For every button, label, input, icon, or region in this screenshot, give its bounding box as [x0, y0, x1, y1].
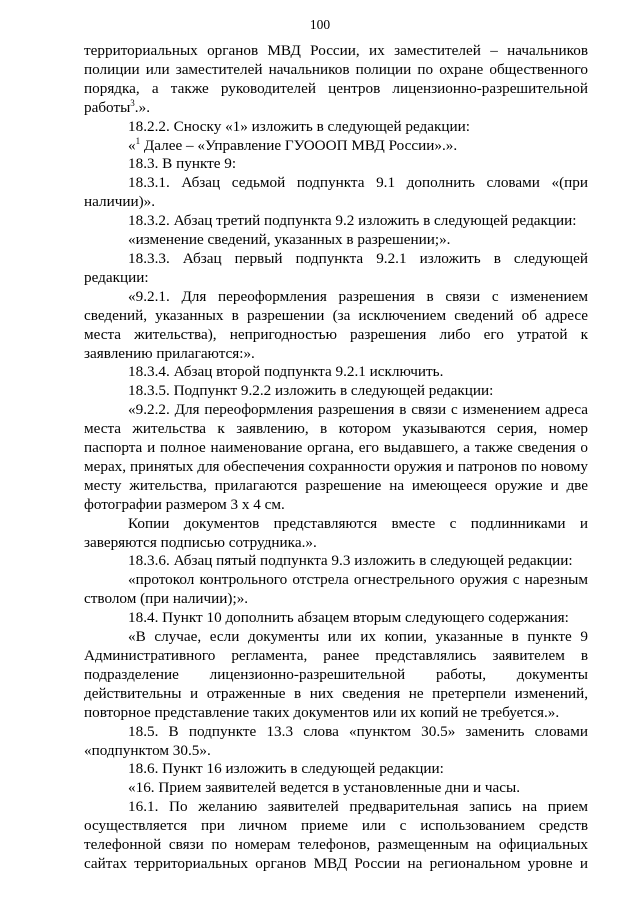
- paragraph-text: 18.3.5. Подпункт 9.2.2 изложить в следующей редакции:: [128, 382, 494, 400]
- paragraph-text: 18.5. В подпункте 13.3 слова «пунктом 30.5» заменить словами «подпунктом 30.5».: [84, 722, 588, 759]
- paragraph-tail: Далее – «Управление ГУОООП МВД России».».: [140, 136, 458, 154]
- paragraph-text: «изменение сведений, указанных в разрешении;».: [128, 231, 451, 249]
- paragraph: [84, 42, 588, 118]
- paragraph: [84, 212, 588, 231]
- paragraph: [84, 760, 588, 779]
- page-number: 100: [309, 17, 331, 32]
- paragraph: [84, 798, 588, 874]
- paragraph: [84, 137, 588, 156]
- footnote-marker: 3: [130, 97, 135, 108]
- paragraph: [84, 779, 588, 798]
- paragraph: [84, 628, 588, 723]
- paragraph-text: 18.3.2. Абзац третий подпункта 9.2 изложить в следующей редакции:: [128, 212, 577, 230]
- paragraph-text: 18.3.1. Абзац седьмой подпункта 9.1 дополнить словами «(при наличии)».: [84, 174, 588, 211]
- paragraph-text: 18.3.3. Абзац первый подпункта 9.2.1 изложить в следующей редакции:: [84, 249, 588, 286]
- paragraph: [84, 401, 588, 514]
- paragraph-text: территориальных органов МВД России, их заместителей – начальников полиции или заместителей начальников полиции по охране общественного порядка, а также руководителей центров лицензионно-разрешительной работы: [84, 42, 588, 116]
- paragraph: [84, 515, 588, 553]
- paragraph: [84, 609, 588, 628]
- paragraph-text: «16. Прием заявителей ведется в установленные дни и часы.: [128, 779, 520, 797]
- paragraph: [84, 363, 588, 382]
- document-body: [84, 42, 588, 874]
- paragraph-text: «: [128, 136, 136, 154]
- paragraph-text: «В случае, если документы или их копии, указанные в пункте 9 Административного регламента, ранее представлялись заявителем в подразделение лицензионно-разрешительной работы, документы действительны и отраженные в них сведения не претерпели изменений, повторное представление таких документов или их копий не требуется.».: [84, 628, 588, 721]
- paragraph-text: 18.6. Пункт 16 изложить в следующей редакции:: [128, 760, 444, 778]
- paragraph: [84, 723, 588, 761]
- paragraph-text: 16.1. По желанию заявителей предварительная запись на прием осуществляется при личном приеме или с использованием средств телефонной связи по номерам телефонов, размещенным на официальных сайтах территориальных органов МВД России на региональном уровне и: [84, 798, 588, 872]
- footnote-marker: 1: [135, 135, 141, 146]
- paragraph: [84, 231, 588, 250]
- paragraph: [84, 288, 588, 364]
- paragraph: [84, 571, 588, 609]
- paragraph-text: 18.3. В пункте 9:: [128, 155, 237, 173]
- paragraph: [84, 250, 588, 288]
- paragraph-text: «9.2.1. Для переоформления разрешения в связи с изменением сведений, указанных в разрешении (за исключением сведений об адресе места жительства), непригодностью разрешения либо его утратой к заявлению прилагаются:».: [84, 287, 588, 362]
- paragraph-text: 18.3.6. Абзац пятый подпункта 9.3 изложить в следующей редакции:: [128, 552, 573, 570]
- paragraph-text: «9.2.2. Для переоформления разрешения в связи с изменением адреса места жительства к заявлению, в котором указываются серия, номер паспорта и полное наименование органа, его выдавшего, а также сведения о мерах, принятых для обеспечения сохранности оружия и патронов по новому месту жительства, прилагаются разрешение на имеющееся оружие и две фотографии размером 3 х 4 см.: [84, 401, 588, 513]
- paragraph: [84, 118, 588, 137]
- paragraph-text: «протокол контрольного отстрела огнестрельного оружия с нарезным стволом (при наличии);».: [84, 571, 588, 608]
- paragraph-tail: .».: [134, 98, 150, 116]
- paragraph: [84, 155, 588, 174]
- paragraph-text: 18.3.4. Абзац второй подпункта 9.2.1 исключить.: [128, 363, 444, 381]
- paragraph-text: Копии документов представляются вместе с подлинниками и заверяются подписью сотрудника.».: [84, 514, 588, 551]
- paragraph: [84, 552, 588, 571]
- paragraph-text: 18.4. Пункт 10 дополнить абзацем вторым следующего содержания:: [128, 609, 569, 627]
- paragraph-text: 18.2.2. Сноску «1» изложить в следующей редакции:: [128, 117, 471, 135]
- paragraph: [84, 382, 588, 401]
- paragraph: [84, 174, 588, 212]
